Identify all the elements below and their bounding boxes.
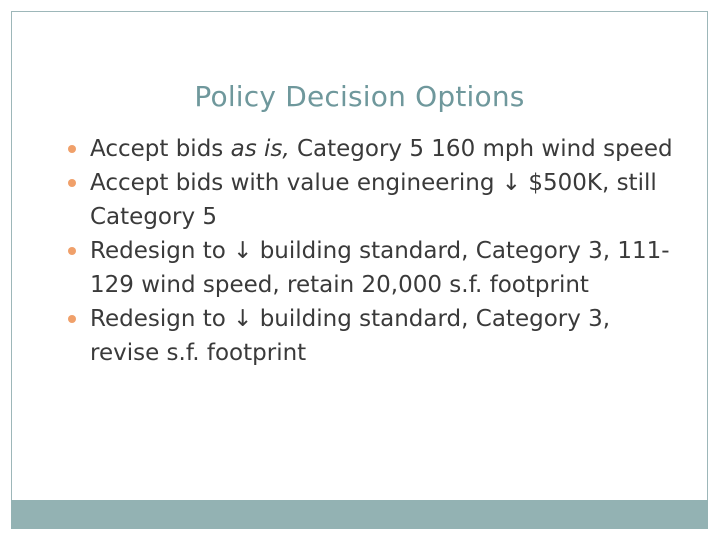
bullet-item-redesign-retain — [60, 234, 680, 302]
bullet-text: Redesign to ↓ building standard, Category 3, revise s.f. footprint — [90, 306, 611, 366]
bullet-dot-icon — [68, 179, 76, 187]
bullet-list — [60, 132, 680, 370]
bullet-text: Accept bids — [90, 136, 231, 162]
bullet-dot-icon — [68, 145, 76, 153]
footer-bar — [11, 500, 708, 529]
bullet-dot-icon — [68, 315, 76, 323]
bullet-dot-icon — [68, 247, 76, 255]
bullet-item-redesign-revise — [60, 302, 680, 370]
bullet-text: Category 5 160 mph wind speed — [289, 136, 673, 162]
slide-title: Policy Decision Options — [194, 80, 525, 113]
bullet-emphasis: as is, — [230, 136, 290, 162]
bullet-item-accept-as-is — [60, 132, 680, 166]
bullet-text: Redesign to ↓ building standard, Category 3, 111-129 wind speed, retain 20,000 s.f. footprint — [90, 238, 670, 298]
bullet-item-value-engineering — [60, 166, 680, 234]
bullet-text: Accept bids with value engineering ↓ $500K, still Category 5 — [90, 170, 657, 230]
